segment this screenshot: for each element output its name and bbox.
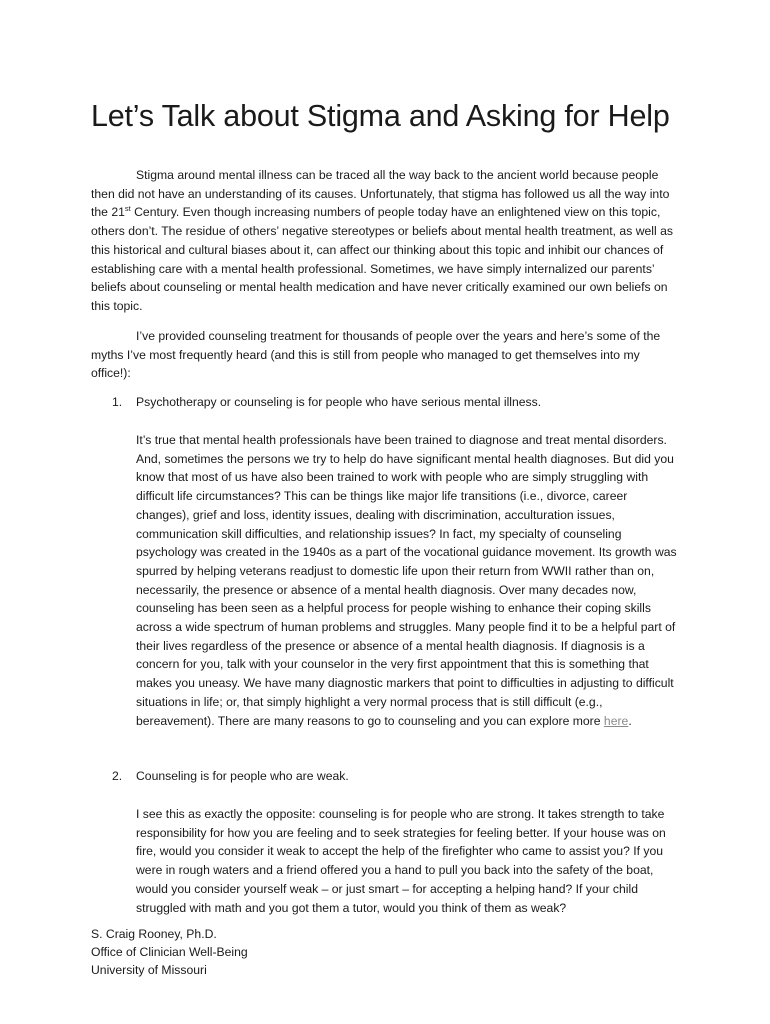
author-office: Office of Clinician Well-Being — [91, 945, 248, 959]
list-number: 2. — [112, 769, 123, 783]
myth-body — [136, 431, 682, 730]
myth-heading: Psychotherapy or counseling is for people who have serious mental illness. — [136, 395, 542, 409]
list-number: 1. — [112, 395, 123, 409]
intro-paragraph-text-a: Stigma around mental illness can be traced all the way back to the ancient world because people then did not have an understanding of its causes. Unfortunately, that stigma has followed us all the way into the 21 — [91, 168, 670, 220]
myth-body-end: . — [628, 713, 632, 728]
myth-body: I see this as exactly the opposite: counseling is for people who are strong. It takes strength to take responsibility for how you are feeling and to seek strategies for feeling better. If your house was on fire, would you consider it weak to accept the help of the firefighter who came to assist you? If you were in rough waters and a friend offered you a hand to pull you back into the safety of the boat, would you consider yourself weak – or just smart – for accepting a helping hand? If your child struggled with math and you got them a tutor, would you think of them as weak? — [136, 807, 666, 915]
author-university: University of Missouri — [91, 963, 207, 977]
myth-heading: Counseling is for people who are weak. — [136, 769, 349, 783]
myth-body-text: It’s true that mental health professionals have been trained to diagnose and treat mental disorders. And, sometimes the persons we try to help do have significant mental health diagnoses. But did you know that most of us have also been trained to work with people who are simply struggling with difficult life circumstances? This can be things like major life transitions (i.e., divorce, career changes), grief and loss, identity issues, dealing with discrimination, acculturation issues, communication skill difficulties, and relationship issues? In fact, my specialty of counseling psychology was created in the 1940s as a part of the vocational guidance movement. Its growth was spurred by helping veterans readjust to domestic life upon their return from WWII rather than on, necessarily, the presence or absence of a mental health diagnosis. Over many decades now, counseling has been seen as a helpful process for people wishing to enhance their coping skills across a wide spectrum of human problems and struggles. Many people find it to be a helpful part of their lives regardless of the presence or absence of a mental health diagnosis. If diagnosis is a concern for you, talk with your counselor in the very first appointment that this is something that makes you uneasy. We have many diagnostic markers that point to difficulties in adjusting to difficult situations in life; or, that simply highlight a very normal process that is still difficult (e.g., bereavement). There are many reasons to go to counseling and you can explore more — [136, 433, 677, 728]
intro-paragraph-text-b: Century. Even though increasing numbers of people today have an enlightened view on this topic, others don’t. The residue of others’ negative stereotypes or beliefs about mental health treatment, as well as this historical and cultural biases about it, can affect our thinking about this topic and inhibit our chances of establishing care with a mental health professional. Sometimes, we have simply internalized our parents’ beliefs about counseling or mental health medication and have never critically examined our own beliefs on this topic. — [91, 205, 673, 313]
here-link[interactable]: here — [603, 713, 629, 728]
author-name: S. Craig Rooney, Ph.D. — [91, 927, 217, 941]
myths-intro-paragraph: I’ve provided counseling treatment for thousands of people over the years and here’s some of the myths I’ve most frequently heard (and this is still from people who managed to get themselves into my office!): — [91, 329, 661, 381]
page-title: Let’s Talk about Stigma and Asking for Help — [91, 99, 670, 133]
author-footer — [91, 925, 248, 979]
intro-paragraph — [91, 166, 677, 316]
ordinal-suffix: st — [124, 204, 131, 214]
